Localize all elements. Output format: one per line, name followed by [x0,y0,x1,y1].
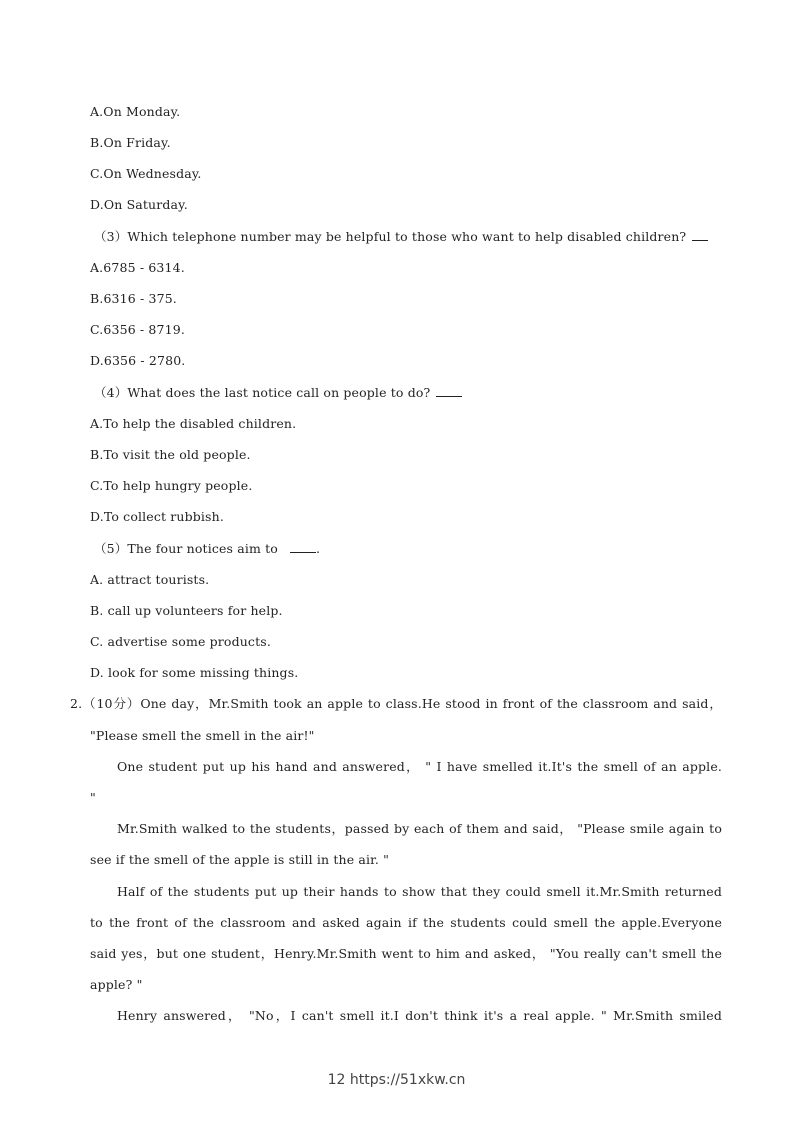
option-b: B.To visit the old people. [90,447,251,462]
passage-line: Half of the students put up their hands to show that they could smell it.Mr.Smith returned [117,884,722,899]
passage-line: apple? " [90,977,143,992]
passage-line: 2.（10分）One day，Mr.Smith took an apple to class.He stood in front of the classroom and said， [70,696,722,711]
answer-blank [692,228,708,241]
option-b: B.6316 - 375. [90,291,177,306]
passage-line: to the front of the classroom and asked again if the students could smell the apple.Everyone [90,915,722,930]
passage-line: see if the smell of the apple is still in the air. " [90,852,390,867]
question-5-text: （5）The four notices aim to [94,541,278,556]
option-d: D.6356 - 2780. [90,353,186,368]
option-d: D. look for some missing things. [90,665,299,680]
option-d: D.On Saturday. [90,197,188,212]
question-4-text: （4）What does the last notice call on people to do? [94,385,431,400]
answer-blank [436,384,462,397]
option-d: D.To collect rubbish. [90,509,224,524]
option-c: C. advertise some products. [90,634,271,649]
option-a: A.To help the disabled children. [90,416,297,431]
option-b: B.On Friday. [90,135,171,150]
passage-line: One student put up his hand and answered， " I have smelled it.It's the smell of an apple. [117,759,722,774]
question-5-end: . [315,541,321,556]
passage-line: Mr.Smith walked to the students，passed by each of them and said， "Please smile again to [117,821,722,836]
passage-line: " [90,790,96,805]
answer-blank [290,540,316,553]
option-a: A. attract tourists. [90,572,210,587]
question-3-text: （3）Which telephone number may be helpful to those who want to help disabled children? [94,229,687,244]
option-a: A.6785 - 6314. [90,260,185,275]
passage-line: said yes，but one student，Henry.Mr.Smith went to him and asked， "You really can't smell the [90,946,722,961]
option-c: C.6356 - 8719. [90,322,185,337]
option-a: A.On Monday. [90,104,181,119]
option-c: C.On Wednesday. [90,166,202,181]
question-3 [94,228,708,245]
option-c: C.To help hungry people. [90,478,253,493]
passage-line: Henry answered， "No，I can't smell it.I don't think it's a real apple. " Mr.Smith smiled [117,1008,722,1023]
question-4 [94,384,462,401]
passage-line: "Please smell the smell in the air!" [90,728,315,743]
question-5 [94,540,320,557]
page-footer: 12 https://51xkw.cn [327,1072,466,1088]
option-b: B. call up volunteers for help. [90,603,283,618]
